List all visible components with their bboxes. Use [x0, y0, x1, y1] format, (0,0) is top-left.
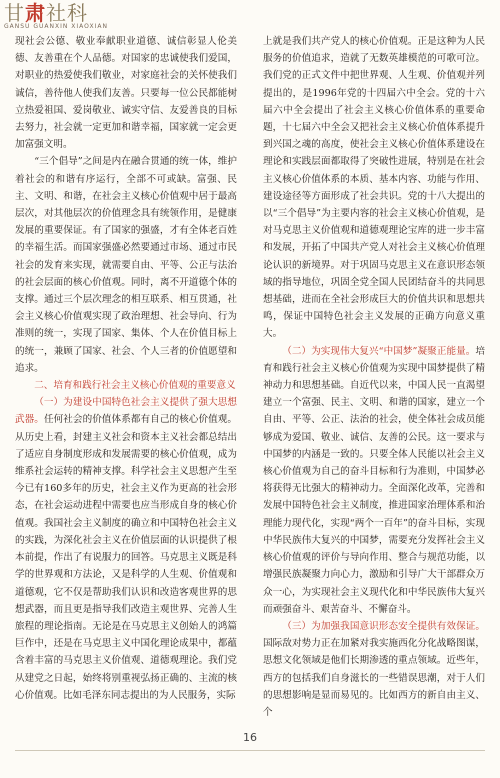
paragraph-text: 培育和践行社会主义核心价值观为实现中国梦提供了精神动力和思想基础。自近代以来，中国人民一直渴望建立一个富强、民主、文明、和谐的国家，建立一个自由、平等、公正、法治的社会，使全体社会成员能够成为爱国、敬业、诚信、友善的公民。这一要求与中国梦的内涵是一致的。只要全体人民能以社会主义核心价值观为自己的奋斗目标和行为准则，中国梦必将获得无比强大的精神动力。全面深化改革，完善和发展中国特色社会主义制度，推进国家治理体系和治理能力现代化，实现“两个一百年”的奋斗目标，实现中华民族伟大复兴的中国梦，需要充分发挥社会主义核心价值观的评价与导向作用、整合与规范功能，以增强民族凝聚力向心力，激励和引导广大干部群众万众一心，为实现社会主义现代化和中华民族伟大复兴而顽强奋斗、艰苦奋斗、不懈奋斗。	[263, 345, 485, 615]
page-number: 16	[243, 731, 257, 744]
masthead	[4, 3, 204, 33]
subsection-heading: （三）为加强我国意识形态安全提供有效保证。	[282, 620, 485, 632]
paragraph	[263, 618, 485, 721]
paragraph: 上就是我们共产党人的核心价值观。正是这种为人民服务的价值追求，造就了无数英雄模范的可歌可泣。我们党的正式文件中把世界观、人生观、价值观并列提出的，是1996年党的十四届六中全会。党的十六届六中全会提出了社会主义核心价值体系的重要命题，十七届六中全会又把社会主义核心价值体系提升到兴国之魂的高度，使社会主义核心价值体系建设在理论和实践层面都取得了突破性进展，特别是在社会主义核心价值体系的本质、基本内容、功能与作用、建设途径等方面形成了社会共识。党的十八大提出的以“三个倡导”为主要内容的社会主义核心价值观，是对马克思主义价值观和道德观理论宝库的进一步丰富和发展，开拓了中国共产党人对社会主义核心价值理论认识的新境界。对于巩固马克思主义在意识形态领域的指导地位，巩固全党全国人民团结奋斗的共同思想基础，进而在全社会形成巨大的价值共识和思想共鸣，保证中国特色社会主义发展的正确方向意义重大。	[263, 36, 485, 340]
masthead-subtitle: GANSU GUANXIN XIAOXIAN	[4, 23, 108, 30]
section-heading: 二、培育和践行社会主义核心价值观的重要意义	[34, 380, 236, 392]
right-column	[263, 33, 485, 721]
subsection-heading: （一）为建设中国特色社会主义提供了强大思想武器。	[15, 397, 237, 426]
paragraph: 现社会公德、敬业奉献职业道德、诚信彰显人伦美德、友善重在个人品德。对国家的忠诚使我们爱国，对职业的热爱使我们敬业，对家庭社会的关怀使我们诚信，善待他人使我们友善。只要每一位公民都能树立热爱祖国、爱岗敬业、诚实守信、友爱善良的目标去努力，社会就一定更加和谐幸福，国家就一定会更加富强文明。	[15, 36, 237, 151]
paragraph: “三个倡导”之间是内在融合贯通的统一体，维护着社会的和谐有序运行，全部不可或缺。富强、民主、文明、和谐，在社会主义核心价值观中居于最高层次，对其他层次的价值理念具有统领作用，是健康发展的重要保证。有了国家的强盛，才有全体老百姓的幸福生活。而国家强盛必然要通过市场、通过市民社会的发育来实现，就需要自由、平等、公正与法治的社会层面的核心价值观。同时，离不开道德个体的支撑。通过三个层次理念的相互联系、相互贯通，社会主义核心价值观实现了政治理想、社会导向、行为准则的统一，实现了国家、集体、个人在价值目标上的统一，兼顾了国家、社会、个人三者的价值愿望和追求。	[15, 156, 237, 374]
paragraph	[15, 394, 237, 704]
footer-divider	[15, 750, 485, 751]
paragraph	[263, 343, 485, 618]
subsection-heading: （二）为实现伟大复兴“中国梦”凝聚正能量。	[282, 345, 476, 357]
left-column	[15, 33, 237, 704]
masthead-logo: 甘肃社科	[4, 1, 88, 25]
paragraph-text: 任何社会的价值体系都有自己的核心价值观。从历史上看，封建主义社会和资本主义社会都总结出了适应自身制度形成和发展需要的核心价值观，成为维系社会运转的精神支撑。科学社会主义思想产生至今已有160多年的历史，社会主义作为更高的社会形态，在社会运动进程中需要也应当形成自身的核心价值观。我国社会主义制度的确立和中国特色社会主义的实践，为深化社会主义在价值层面的认识提供了根本前提，作出了有说服力的回答。马克思主义既是科学的世界观和方法论，又是科学的人生观、价值观和道德观，它不仅是帮助我们认识和改造客观世界的思想武器，而且更是指导我们改造主观世界、完善人生旅程的理论指南。无论是在马克思主义创始人的鸿篇巨作中，还是在马克思主义中国化理论成果中，都蕴含着丰富的马克思主义价值观、道德观理论。我们党从建党之日起，始终将别重视弘扬正确的、主流的核心价值观。比如毛泽东同志提出的为人民服务，实际	[15, 414, 238, 701]
paragraph-text: 国际敌对势力正在加紧对我实施西化分化战略图谋，思想文化领域是他们长期渗透的重点领域。近些年，西方的包括我们自身滋长的一些错误思潮，对于人们的思想影响是显而易见的。比如西方的新自由主义、个	[263, 638, 485, 718]
